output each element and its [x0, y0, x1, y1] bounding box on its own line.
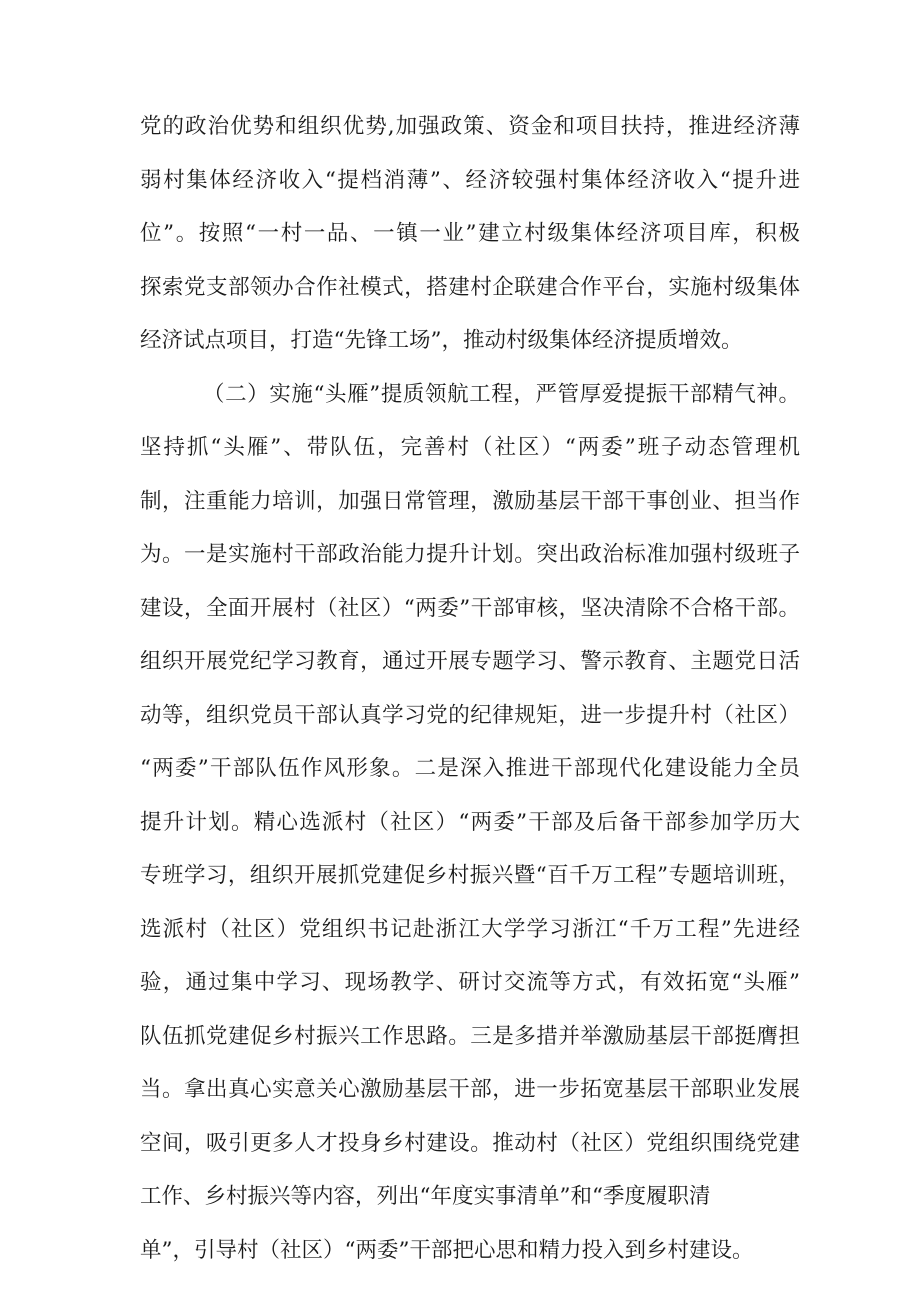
text-line: 空间，吸引更多人才投身乡村建设。推动村（社区）党组织围绕党建	[140, 1130, 800, 1156]
text-line: 制，注重能力培训，加强日常管理，激励基层干部干事创业、担当作	[140, 488, 800, 514]
text-line: 专班学习，组织开展抓党建促乡村振兴暨“百千万工程”专题培训班，	[140, 863, 800, 888]
text-line: 验，通过集中学习、现场教学、研讨交流等方式，有效拓宽“头雁”	[140, 970, 800, 995]
text-line: 组织开展党纪学习教育，通过开展专题学习、警示教育、主题党日活	[140, 649, 800, 674]
text-line: 动等，组织党员干部认真学习党的纪律规矩，进一步提升村（社区）	[140, 702, 800, 728]
text-line: 当。拿出真心实意关心激励基层干部，进一步拓宽基层干部职业发展	[140, 1077, 800, 1102]
text-line: 坚持抓“头雁”、带队伍，完善村（社区）“两委”班子动态管理机	[140, 435, 800, 460]
text-line: 经济试点项目，打造“先锋工场”，推动村级集体经济提质增效。	[140, 328, 743, 353]
text-line: 提升计划。精心选派村（社区）“两委”干部及后备干部参加学历大	[140, 809, 800, 835]
text-line: 工作、乡村振兴等内容，列出“年度实事清单”和“季度履职清	[140, 1184, 711, 1209]
text-line: 位”。按照“一村一品、一镇一业”建立村级集体经济项目库，积极	[140, 221, 800, 246]
text-line: 为。一是实施村干部政治能力提升计划。突出政治标准加强村级班子	[140, 542, 800, 567]
text-line: 党的政治优势和组织优势,加强政策、资金和项目扶持，推进经济薄	[140, 114, 800, 139]
text-line: 弱村集体经济收入“提档消薄”、经济较强村集体经济收入“提升进	[140, 167, 800, 193]
text-line: 探索党支部领办合作社模式，搭建村企联建合作平台，实施村级集体	[140, 274, 800, 300]
text-line: “两委”干部队伍作风形象。二是深入推进干部现代化建设能力全员	[140, 756, 800, 781]
text-line: 单”，引导村（社区）“两委”干部把心思和精力投入到乡村建设。	[140, 1237, 754, 1263]
text-line: 选派村（社区）党组织书记赴浙江大学学习浙江“千万工程”先进经	[140, 916, 800, 942]
section-heading: （二）实施“头雁”提质领航工程，严管厚爱提振干部精气神。	[203, 381, 800, 407]
text-line: 队伍抓党建促乡村振兴工作思路。三是多措并举激励基层干部挺膺担	[140, 1023, 800, 1049]
text-line: 建设，全面开展村（社区）“两委”干部审核，坚决清除不合格干部。	[140, 595, 800, 621]
